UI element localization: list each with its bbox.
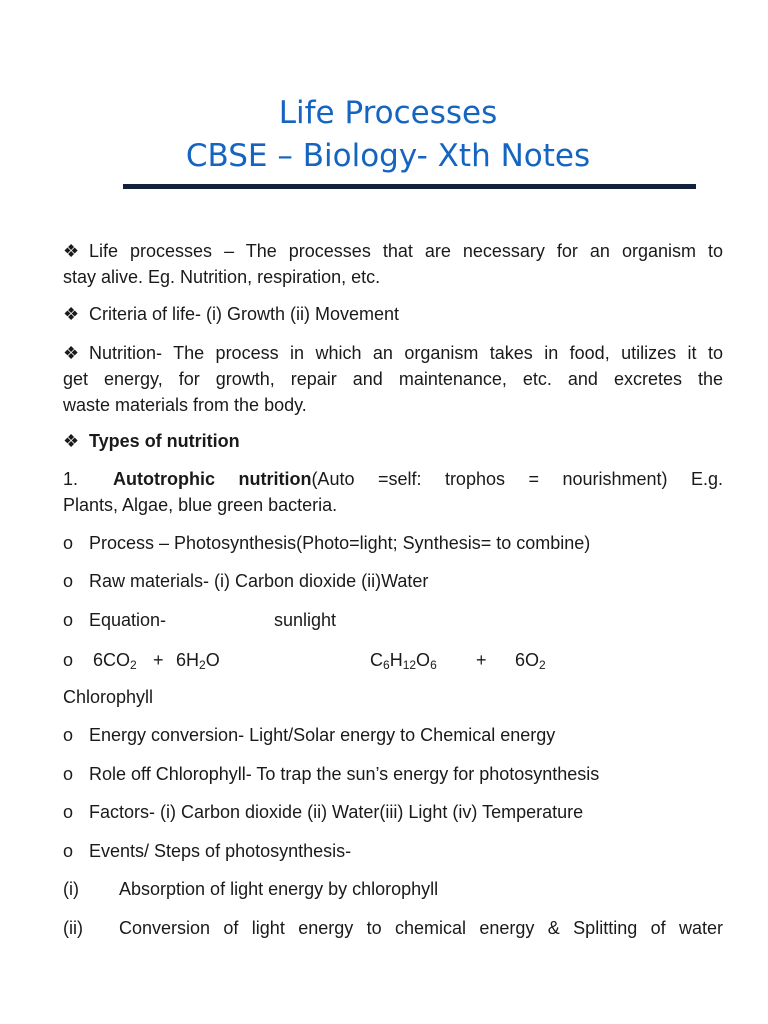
circle-bullet-icon: o [63,841,74,861]
types-heading [63,428,723,454]
diamond-bullet-icon: ❖ [63,431,80,451]
factors-point [63,799,723,825]
raw-materials-point [63,568,723,594]
life-processes-line-1 [63,238,723,264]
diamond-bullet-icon: ❖ [63,304,80,324]
types-heading-text: Types of nutrition [89,431,240,451]
role-point [63,761,723,787]
autotrophic-line-2: Plants, Algae, blue green bacteria. [63,495,338,515]
equation-label: Equation- [89,610,167,630]
product-glucose: $C_6H_{12}O_6$ [370,650,437,672]
equation-condition: sunlight [274,610,337,630]
nutrition-line-1 [63,340,723,366]
step-number: (i) [63,879,79,899]
circle-bullet-icon: o [63,571,74,591]
role-text: Role off Chlorophyll- To trap the sun’s energy for photosynthesis [89,764,600,784]
diamond-bullet-icon: ❖ [63,241,80,261]
autotrophic-text: (Auto =self: trophos = nourishment) E.g. [311,469,723,489]
autotrophic-line-1 [63,466,723,492]
circle-bullet-icon: o [63,533,74,553]
circle-bullet-icon: o [63,610,74,630]
reactant-co2: $6CO_2$ [93,650,137,672]
step-number: (ii) [63,918,83,938]
energy-conversion-point [63,722,723,748]
criteria-text: Criteria of life- (i) Growth (ii) Movement [89,304,400,324]
life-processes-line-2: stay alive. Eg. Nutrition, respiration, etc. [63,267,381,287]
circle-bullet-icon: o [63,802,74,822]
process-text: Process – Photosynthesis(Photo=light; Synthesis= to combine) [89,533,591,553]
raw-materials-text: Raw materials- (i) Carbon dioxide (ii)Water [89,571,429,591]
circle-bullet-icon: o [63,650,74,670]
nutrition-text: Nutrition- The process in which an organism takes in food, utilizes it to [89,343,723,363]
circle-bullet-icon: o [63,764,74,784]
process-point [63,530,723,556]
product-o2: $6O_2$ [515,650,546,672]
document-subtitle: CBSE – Biology- Xth Notes [185,138,591,174]
equation-label-point [63,607,723,633]
equation-catalyst: Chlorophyll [63,687,154,707]
document-title: Life Processes [278,95,498,131]
diamond-bullet-icon: ❖ [63,343,80,363]
factors-text: Factors- (i) Carbon dioxide (ii) Water(iii) Light (iv) Temperature [89,802,584,822]
events-text: Events/ Steps of photosynthesis- [89,841,352,861]
step-text: Absorption of light energy by chlorophyll [119,879,439,899]
energy-conversion-text: Energy conversion- Light/Solar energy to Chemical energy [89,725,556,745]
list-number: 1. [63,469,79,489]
life-processes-text: Life processes – The processes that are necessary for an organism to [89,241,723,261]
step-text: Conversion of light energy to chemical energy & Splitting of water [119,918,723,938]
equation-plus-2: + [476,650,487,670]
nutrition-line-2: get energy, for growth, repair and maintenance, etc. and excretes the [63,369,723,389]
equation-plus-1: + [153,650,164,670]
criteria-line [63,301,723,327]
title-underline [123,184,696,189]
nutrition-line-3: waste materials from the body. [63,395,307,415]
events-point [63,838,723,864]
reactant-h2o: $6H_2O$ [176,650,220,672]
equation-row [63,647,723,673]
circle-bullet-icon: o [63,725,74,745]
autotrophic-heading: Autotrophic nutrition [113,469,312,489]
